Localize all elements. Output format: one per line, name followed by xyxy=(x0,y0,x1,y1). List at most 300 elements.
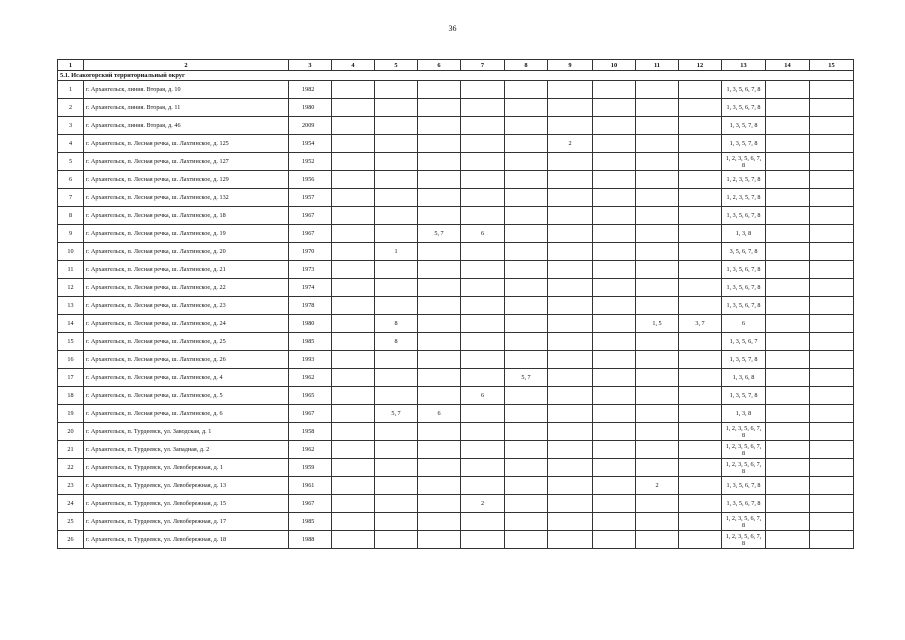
table-row xyxy=(58,441,854,459)
col10-cell xyxy=(593,333,636,351)
col12-cell xyxy=(679,513,722,531)
table-row xyxy=(58,405,854,423)
col4-cell xyxy=(332,495,375,513)
col5-cell: 1 xyxy=(375,243,418,261)
col7-cell xyxy=(461,477,505,495)
col11-cell xyxy=(636,135,679,153)
col9-cell xyxy=(548,81,593,99)
row-number: 1 xyxy=(58,81,84,99)
col7-cell xyxy=(461,171,505,189)
col6-cell xyxy=(418,441,461,459)
col8-cell xyxy=(505,531,548,549)
col9-cell xyxy=(548,459,593,477)
col4-cell xyxy=(332,189,375,207)
col6-cell xyxy=(418,243,461,261)
column-header: 14 xyxy=(766,60,810,71)
col9-cell xyxy=(548,531,593,549)
column-number-row xyxy=(58,60,854,71)
col6-cell xyxy=(418,261,461,279)
col7-cell xyxy=(461,405,505,423)
col4-cell xyxy=(332,279,375,297)
year-cell: 1967 xyxy=(289,207,332,225)
col13-cell: 3, 5, 6, 7, 8 xyxy=(722,243,766,261)
row-number: 24 xyxy=(58,495,84,513)
col9-cell xyxy=(548,333,593,351)
col15-cell xyxy=(810,495,854,513)
address-cell: г. Архангельск, линия. Вторая, д. 10 xyxy=(84,81,289,99)
col7-cell xyxy=(461,261,505,279)
col10-cell xyxy=(593,531,636,549)
year-cell: 1957 xyxy=(289,189,332,207)
col15-cell xyxy=(810,333,854,351)
col10-cell xyxy=(593,207,636,225)
address-cell: г. Архангельск, п. Лесная речка, ш. Лахтинское, д. 129 xyxy=(84,171,289,189)
column-header: 6 xyxy=(418,60,461,71)
row-number: 14 xyxy=(58,315,84,333)
col6-cell xyxy=(418,387,461,405)
col8-cell xyxy=(505,423,548,441)
col12-cell xyxy=(679,81,722,99)
col15-cell xyxy=(810,405,854,423)
col8-cell: 5, 7 xyxy=(505,369,548,387)
col15-cell xyxy=(810,153,854,171)
col12-cell xyxy=(679,279,722,297)
col6-cell xyxy=(418,495,461,513)
table-row xyxy=(58,423,854,441)
col7-cell xyxy=(461,297,505,315)
col7-cell xyxy=(461,117,505,135)
col14-cell xyxy=(766,117,810,135)
table-row xyxy=(58,279,854,297)
address-cell: г. Архангельск, п. Турдеевск, ул. Левобережная, д. 1 xyxy=(84,459,289,477)
col11-cell xyxy=(636,387,679,405)
col11-cell xyxy=(636,513,679,531)
col11-cell xyxy=(636,243,679,261)
col8-cell xyxy=(505,243,548,261)
col14-cell xyxy=(766,441,810,459)
col15-cell xyxy=(810,477,854,495)
year-cell: 2009 xyxy=(289,117,332,135)
col9-cell xyxy=(548,261,593,279)
col8-cell xyxy=(505,351,548,369)
col12-cell xyxy=(679,351,722,369)
col4-cell xyxy=(332,135,375,153)
address-cell: г. Архангельск, п. Лесная речка, ш. Лахтинское, д. 21 xyxy=(84,261,289,279)
col7-cell: 6 xyxy=(461,387,505,405)
address-cell: г. Архангельск, п. Турдеевск, ул. Левобережная, д. 15 xyxy=(84,495,289,513)
year-cell: 1970 xyxy=(289,243,332,261)
col12-cell xyxy=(679,405,722,423)
col14-cell xyxy=(766,513,810,531)
col6-cell xyxy=(418,279,461,297)
year-cell: 1956 xyxy=(289,171,332,189)
col10-cell xyxy=(593,423,636,441)
table-row xyxy=(58,171,854,189)
col12-cell xyxy=(679,243,722,261)
col8-cell xyxy=(505,171,548,189)
col4-cell xyxy=(332,117,375,135)
col7-cell xyxy=(461,279,505,297)
col9-cell xyxy=(548,405,593,423)
col6-cell xyxy=(418,171,461,189)
row-number: 10 xyxy=(58,243,84,261)
col10-cell xyxy=(593,387,636,405)
table-row xyxy=(58,513,854,531)
col14-cell xyxy=(766,423,810,441)
col8-cell xyxy=(505,279,548,297)
col14-cell xyxy=(766,459,810,477)
col5-cell: 8 xyxy=(375,315,418,333)
col5-cell xyxy=(375,531,418,549)
col13-cell: 1, 3, 5, 6, 7, 8 xyxy=(722,99,766,117)
year-cell: 1962 xyxy=(289,369,332,387)
column-header: 5 xyxy=(375,60,418,71)
col7-cell xyxy=(461,189,505,207)
row-number: 19 xyxy=(58,405,84,423)
col8-cell xyxy=(505,441,548,459)
col14-cell xyxy=(766,153,810,171)
col13-cell: 1, 2, 3, 5, 6, 7, 8 xyxy=(722,459,766,477)
col8-cell xyxy=(505,405,548,423)
col8-cell xyxy=(505,333,548,351)
col4-cell xyxy=(332,333,375,351)
col4-cell xyxy=(332,387,375,405)
col12-cell xyxy=(679,153,722,171)
col13-cell: 1, 3, 5, 6, 7, 8 xyxy=(722,477,766,495)
year-cell: 1980 xyxy=(289,315,332,333)
row-number: 17 xyxy=(58,369,84,387)
col7-cell xyxy=(461,243,505,261)
address-cell: г. Архангельск, п. Лесная речка, ш. Лахтинское, д. 132 xyxy=(84,189,289,207)
col4-cell xyxy=(332,513,375,531)
col11-cell xyxy=(636,441,679,459)
col9-cell: 2 xyxy=(548,135,593,153)
col10-cell xyxy=(593,225,636,243)
col11-cell xyxy=(636,225,679,243)
col6-cell xyxy=(418,81,461,99)
row-number: 3 xyxy=(58,117,84,135)
table-row xyxy=(58,243,854,261)
col5-cell xyxy=(375,153,418,171)
col13-cell: 1, 3, 5, 6, 7, 8 xyxy=(722,279,766,297)
column-header: 13 xyxy=(722,60,766,71)
table-row xyxy=(58,333,854,351)
address-cell: г. Архангельск, линия. Вторая, д. 46 xyxy=(84,117,289,135)
column-header: 4 xyxy=(332,60,375,71)
address-cell: г. Архангельск, линия. Вторая, д. 11 xyxy=(84,99,289,117)
col13-cell: 1, 3, 5, 6, 7, 8 xyxy=(722,207,766,225)
table-row xyxy=(58,99,854,117)
year-cell: 1982 xyxy=(289,81,332,99)
col12-cell xyxy=(679,261,722,279)
col11-cell xyxy=(636,405,679,423)
page-number: 36 xyxy=(448,24,457,33)
col4-cell xyxy=(332,207,375,225)
col7-cell xyxy=(461,441,505,459)
col12-cell xyxy=(679,297,722,315)
col14-cell xyxy=(766,297,810,315)
col5-cell xyxy=(375,189,418,207)
col9-cell xyxy=(548,513,593,531)
col8-cell xyxy=(505,135,548,153)
col10-cell xyxy=(593,405,636,423)
col12-cell xyxy=(679,171,722,189)
col11-cell xyxy=(636,495,679,513)
col4-cell xyxy=(332,297,375,315)
col9-cell xyxy=(548,477,593,495)
col4-cell xyxy=(332,225,375,243)
row-number: 12 xyxy=(58,279,84,297)
col9-cell xyxy=(548,99,593,117)
row-number: 4 xyxy=(58,135,84,153)
address-cell: г. Архангельск, п. Турдеевск, ул. Левобережная, д. 17 xyxy=(84,513,289,531)
col6-cell xyxy=(418,459,461,477)
col6-cell: 5, 7 xyxy=(418,225,461,243)
col10-cell xyxy=(593,153,636,171)
col15-cell xyxy=(810,81,854,99)
col14-cell xyxy=(766,495,810,513)
col15-cell xyxy=(810,135,854,153)
col7-cell xyxy=(461,99,505,117)
table-row xyxy=(58,315,854,333)
column-header: 2 xyxy=(84,60,289,71)
col8-cell xyxy=(505,459,548,477)
col11-cell xyxy=(636,171,679,189)
col7-cell: 6 xyxy=(461,225,505,243)
col6-cell xyxy=(418,351,461,369)
col5-cell xyxy=(375,81,418,99)
address-cell: г. Архангельск, п. Лесная речка, ш. Лахтинское, д. 22 xyxy=(84,279,289,297)
row-number: 2 xyxy=(58,99,84,117)
row-number: 21 xyxy=(58,441,84,459)
col4-cell xyxy=(332,477,375,495)
col4-cell xyxy=(332,369,375,387)
col13-cell: 6 xyxy=(722,315,766,333)
col12-cell xyxy=(679,477,722,495)
col13-cell: 1, 3, 6, 8 xyxy=(722,369,766,387)
col10-cell xyxy=(593,495,636,513)
col5-cell xyxy=(375,297,418,315)
col5-cell xyxy=(375,423,418,441)
col15-cell xyxy=(810,423,854,441)
col10-cell xyxy=(593,297,636,315)
column-header: 8 xyxy=(505,60,548,71)
col11-cell xyxy=(636,333,679,351)
year-cell: 1973 xyxy=(289,261,332,279)
col11-cell xyxy=(636,207,679,225)
col13-cell: 1, 3, 8 xyxy=(722,405,766,423)
col14-cell xyxy=(766,243,810,261)
col10-cell xyxy=(593,135,636,153)
col4-cell xyxy=(332,423,375,441)
row-number: 18 xyxy=(58,387,84,405)
col14-cell xyxy=(766,81,810,99)
col13-cell: 1, 2, 3, 5, 7, 8 xyxy=(722,171,766,189)
table-row xyxy=(58,387,854,405)
col11-cell xyxy=(636,81,679,99)
col4-cell xyxy=(332,315,375,333)
col10-cell xyxy=(593,315,636,333)
year-cell: 1959 xyxy=(289,459,332,477)
address-cell: г. Архангельск, п. Лесная речка, ш. Лахтинское, д. 26 xyxy=(84,351,289,369)
year-cell: 1954 xyxy=(289,135,332,153)
col10-cell xyxy=(593,369,636,387)
col13-cell: 1, 2, 3, 5, 6, 7, 8 xyxy=(722,423,766,441)
row-number: 15 xyxy=(58,333,84,351)
col11-cell xyxy=(636,423,679,441)
col14-cell xyxy=(766,531,810,549)
section-row xyxy=(58,71,854,81)
table-row xyxy=(58,153,854,171)
table-row xyxy=(58,531,854,549)
column-header: 15 xyxy=(810,60,854,71)
col12-cell xyxy=(679,225,722,243)
col5-cell: 8 xyxy=(375,333,418,351)
col7-cell xyxy=(461,531,505,549)
col12-cell xyxy=(679,495,722,513)
section-title: 5.1. Исакогорский территориальный округ xyxy=(58,71,854,81)
col14-cell xyxy=(766,315,810,333)
row-number: 11 xyxy=(58,261,84,279)
col12-cell xyxy=(679,189,722,207)
table-row xyxy=(58,135,854,153)
row-number: 26 xyxy=(58,531,84,549)
col10-cell xyxy=(593,243,636,261)
table-row xyxy=(58,207,854,225)
col15-cell xyxy=(810,531,854,549)
col14-cell xyxy=(766,405,810,423)
col11-cell xyxy=(636,99,679,117)
column-header: 3 xyxy=(289,60,332,71)
col4-cell xyxy=(332,171,375,189)
col5-cell xyxy=(375,117,418,135)
col4-cell xyxy=(332,153,375,171)
col6-cell xyxy=(418,117,461,135)
col10-cell xyxy=(593,171,636,189)
col9-cell xyxy=(548,315,593,333)
col11-cell: 2 xyxy=(636,477,679,495)
col4-cell xyxy=(332,81,375,99)
col12-cell xyxy=(679,369,722,387)
col12-cell xyxy=(679,387,722,405)
col10-cell xyxy=(593,81,636,99)
col13-cell: 1, 2, 3, 5, 6, 7, 8 xyxy=(722,153,766,171)
col6-cell xyxy=(418,153,461,171)
col14-cell xyxy=(766,171,810,189)
col14-cell xyxy=(766,261,810,279)
col12-cell xyxy=(679,117,722,135)
col7-cell xyxy=(461,423,505,441)
address-cell: г. Архангельск, п. Турдеевск, ул. Заводская, д. 1 xyxy=(84,423,289,441)
col5-cell: 5, 7 xyxy=(375,405,418,423)
col6-cell xyxy=(418,99,461,117)
address-cell: г. Архангельск, п. Лесная речка, ш. Лахтинское, д. 18 xyxy=(84,207,289,225)
col11-cell xyxy=(636,117,679,135)
col5-cell xyxy=(375,387,418,405)
col15-cell xyxy=(810,171,854,189)
col15-cell xyxy=(810,513,854,531)
col10-cell xyxy=(593,117,636,135)
col12-cell xyxy=(679,423,722,441)
address-cell: г. Архангельск, п. Лесная речка, ш. Лахтинское, д. 5 xyxy=(84,387,289,405)
col8-cell xyxy=(505,153,548,171)
col15-cell xyxy=(810,351,854,369)
col11-cell xyxy=(636,189,679,207)
col15-cell xyxy=(810,315,854,333)
col15-cell xyxy=(810,243,854,261)
col15-cell xyxy=(810,459,854,477)
col9-cell xyxy=(548,243,593,261)
col6-cell xyxy=(418,135,461,153)
col15-cell xyxy=(810,99,854,117)
col8-cell xyxy=(505,207,548,225)
year-cell: 1958 xyxy=(289,423,332,441)
col11-cell xyxy=(636,261,679,279)
col12-cell: 3, 7 xyxy=(679,315,722,333)
col6-cell xyxy=(418,207,461,225)
col6-cell xyxy=(418,297,461,315)
col14-cell xyxy=(766,369,810,387)
col15-cell xyxy=(810,261,854,279)
col5-cell xyxy=(375,225,418,243)
row-number: 20 xyxy=(58,423,84,441)
col8-cell xyxy=(505,513,548,531)
col14-cell xyxy=(766,477,810,495)
column-header: 11 xyxy=(636,60,679,71)
col14-cell xyxy=(766,279,810,297)
year-cell: 1967 xyxy=(289,225,332,243)
col11-cell xyxy=(636,297,679,315)
row-number: 7 xyxy=(58,189,84,207)
col8-cell xyxy=(505,261,548,279)
table-row xyxy=(58,351,854,369)
table-row xyxy=(58,189,854,207)
col4-cell xyxy=(332,441,375,459)
col5-cell xyxy=(375,369,418,387)
year-cell: 1967 xyxy=(289,495,332,513)
col6-cell: 6 xyxy=(418,405,461,423)
col14-cell xyxy=(766,387,810,405)
col6-cell xyxy=(418,369,461,387)
address-cell: г. Архангельск, п. Турдеевск, ул. Левобережная, д. 18 xyxy=(84,531,289,549)
table-row xyxy=(58,117,854,135)
column-header: 1 xyxy=(58,60,84,71)
col7-cell xyxy=(461,459,505,477)
col13-cell: 1, 2, 3, 5, 6, 7, 8 xyxy=(722,513,766,531)
col8-cell xyxy=(505,495,548,513)
col8-cell xyxy=(505,477,548,495)
col8-cell xyxy=(505,99,548,117)
col15-cell xyxy=(810,225,854,243)
row-number: 16 xyxy=(58,351,84,369)
year-cell: 1952 xyxy=(289,153,332,171)
col9-cell xyxy=(548,495,593,513)
col5-cell xyxy=(375,99,418,117)
table-row xyxy=(58,261,854,279)
address-cell: г. Архангельск, п. Лесная речка, ш. Лахтинское, д. 20 xyxy=(84,243,289,261)
col5-cell xyxy=(375,441,418,459)
row-number: 13 xyxy=(58,297,84,315)
register-table xyxy=(57,59,854,549)
col5-cell xyxy=(375,135,418,153)
col15-cell xyxy=(810,387,854,405)
address-cell: г. Архангельск, п. Лесная речка, ш. Лахтинское, д. 127 xyxy=(84,153,289,171)
address-cell: г. Архангельск, п. Лесная речка, ш. Лахтинское, д. 4 xyxy=(84,369,289,387)
col4-cell xyxy=(332,405,375,423)
col13-cell: 1, 2, 3, 5, 6, 7, 8 xyxy=(722,441,766,459)
col11-cell xyxy=(636,531,679,549)
address-cell: г. Архангельск, п. Турдеевск, ул. Западная, д. 2 xyxy=(84,441,289,459)
